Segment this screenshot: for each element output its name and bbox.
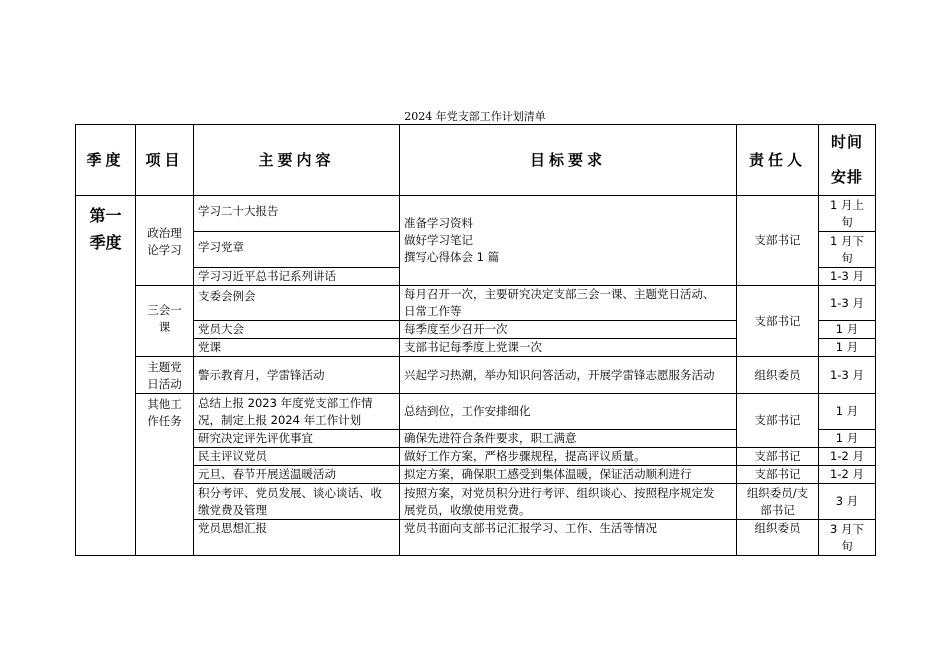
header-goal: 目标要求	[400, 125, 737, 196]
goal-cell: 总结到位，工作安排细化	[400, 394, 737, 430]
owner-cell: 支部书记	[737, 466, 819, 484]
goal-cell: 支部书记每季度上党课一次	[400, 339, 737, 357]
table-row	[76, 357, 876, 394]
time-cell: 3 月下 旬	[819, 520, 876, 556]
header-project: 项目	[136, 125, 194, 196]
season-cell: 第一 季度	[76, 196, 136, 556]
owner-cell: 组织委员	[737, 357, 819, 394]
goal-cell: 做好工作方案，严格步骤规程，提高评议质量。	[400, 448, 737, 466]
owner-cell: 支部书记	[737, 394, 819, 448]
content-cell: 学习党章	[194, 232, 400, 268]
sanhui-owner-cell: 支部书记	[737, 286, 819, 357]
table-row	[76, 196, 876, 232]
header-row	[76, 125, 876, 196]
time-cell: 1 月上 旬	[819, 196, 876, 232]
time-cell: 1-3 月	[819, 286, 876, 321]
content-cell: 党员大会	[194, 321, 400, 339]
table-row	[76, 448, 876, 466]
group-political: 政治理 论学习	[136, 196, 194, 286]
goal-cell: 每季度至少召开一次	[400, 321, 737, 339]
time-cell: 1 月	[819, 430, 876, 448]
content-cell: 支委会例会	[194, 286, 400, 321]
time-cell: 1-2 月	[819, 466, 876, 484]
time-cell: 1 月	[819, 321, 876, 339]
content-cell: 党员思想汇报	[194, 520, 400, 556]
goal-cell: 确保先进符合条件要求，职工满意	[400, 430, 737, 448]
time-cell: 1 月下 旬	[819, 232, 876, 268]
time-cell: 1 月	[819, 394, 876, 430]
table-row	[76, 286, 876, 321]
owner-cell: 组织委员/支 部书记	[737, 484, 819, 520]
table-row	[76, 484, 876, 520]
document-title: 2024 年党支部工作计划清单	[404, 110, 546, 123]
content-cell: 元旦、春节开展送温暖活动	[194, 466, 400, 484]
time-cell: 1 月	[819, 339, 876, 357]
content-cell: 积分考评、党员发展、谈心谈话、收 缴党费及管理	[194, 484, 400, 520]
table-row	[76, 466, 876, 484]
header-content: 主要内容	[194, 125, 400, 196]
owner-cell: 组织委员	[737, 520, 819, 556]
time-cell: 3 月	[819, 484, 876, 520]
group-sanhui: 三会一 课	[136, 286, 194, 357]
group-theme: 主题党 日活动	[136, 357, 194, 394]
content-cell: 学习二十大报告	[194, 196, 400, 232]
header-season: 季度	[76, 125, 136, 196]
goal-cell: 党员书面向支部书记汇报学习、工作、生活等情况	[400, 520, 737, 556]
content-cell: 研究决定评先评优事宜	[194, 430, 400, 448]
time-cell: 1-2 月	[819, 448, 876, 466]
content-cell: 学习习近平总书记系列讲话	[194, 268, 400, 286]
political-goal-cell: 准备学习资料 做好学习笔记 撰写心得体会 1 篇	[400, 196, 737, 286]
time-cell: 1-3 月	[819, 268, 876, 286]
work-plan-table	[75, 124, 876, 556]
political-owner-cell: 支部书记	[737, 196, 819, 286]
content-cell: 警示教育月，学雷锋活动	[194, 357, 400, 394]
time-cell: 1-3 月	[819, 357, 876, 394]
goal-cell: 拟定方案，确保职工感受到集体温暖，保证活动顺利进行	[400, 466, 737, 484]
group-other: 其他工 作任务	[136, 394, 194, 556]
goal-cell: 按照方案，对党员积分进行考评、组织谈心、按照程序规定发 展党员，收缴使用党费。	[400, 484, 737, 520]
header-time: 时间 安排	[819, 125, 876, 196]
goal-cell: 兴起学习热潮，举办知识问答活动，开展学雷锋志愿服务活动	[400, 357, 737, 394]
header-owner: 责任人	[737, 125, 819, 196]
content-cell: 党课	[194, 339, 400, 357]
table-row	[76, 394, 876, 430]
content-cell: 总结上报 2023 年度党支部工作情 况，制定上报 2024 年工作计划	[194, 394, 400, 430]
table-row	[76, 520, 876, 556]
goal-cell: 每月召开一次，主要研究决定支部三会一课、主题党日活动、 日常工作等	[400, 286, 737, 321]
owner-cell: 支部书记	[737, 448, 819, 466]
content-cell: 民主评议党员	[194, 448, 400, 466]
